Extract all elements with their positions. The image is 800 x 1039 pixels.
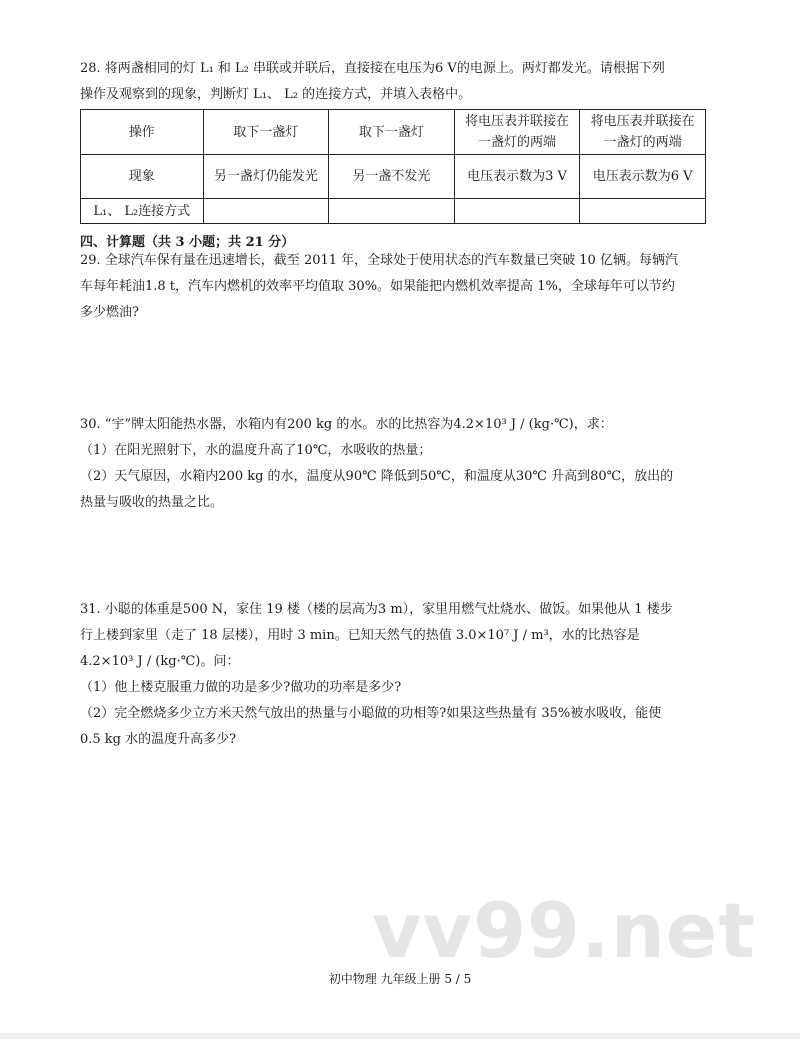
table-cell-op-2: 取下一盏灯 [329, 110, 455, 155]
table-row-operations [81, 110, 706, 155]
q31-line-1: 31. 小聪的体重是500 N，家住 19 楼（楼的层高为3 m），家里用燃气灶烧水、做饭。如果他从 1 楼步 [80, 602, 673, 617]
table-row-connection [81, 199, 706, 224]
q28-line-2: 操作及观察到的现象，判断灯 L₁、 L₂ 的连接方式，并填入表格中。 [80, 87, 472, 102]
q31-line-6: 0.5 kg 水的温度升高多少? [80, 732, 237, 747]
q31-line-2: 行上楼到家里（走了 18 层楼），用时 3 min。已知天然气的热值 3.0×10⁷ J / m³，水的比热容是 [80, 628, 640, 643]
question-29 [80, 248, 725, 326]
question-31 [80, 597, 725, 753]
q29-line-2: 车每年耗油1.8 t，汽车内燃机的效率平均值取 30%。如果能把内燃机效率提高 1%，全球每年可以节约 [80, 279, 675, 294]
table-header-phenomenon: 现象 [81, 155, 204, 199]
q29-line-1: 29. 全球汽车保有量在迅速增长，截至 2011 年，全球处于使用状态的汽车数量已突破 10 亿辆。每辆汽 [80, 253, 678, 268]
table-header-operation: 操作 [81, 110, 204, 155]
answer-cell-1[interactable] [203, 199, 329, 224]
q30-line-4: 热量与吸收的热量之比。 [80, 495, 224, 510]
question-30 [80, 412, 725, 516]
table-cell-op-4: 将电压表并联接在一盏灯的两端 [580, 110, 706, 155]
q29-line-3: 多少燃油? [80, 305, 139, 320]
answer-cell-3[interactable] [454, 199, 580, 224]
page-footer: 初中物理 九年级上册 5 / 5 [328, 972, 472, 986]
q28-line-1: 28. 将两盏相同的灯 L₁ 和 L₂ 串联或并联后，直接接在电压为6 V的电源上。两灯都发光。请根据下列 [80, 61, 665, 76]
q31-line-5: （2）完全燃烧多少立方米天然气放出的热量与小聪做的功相等?如果这些热量有 35%被水吸收，能使 [80, 706, 662, 721]
connection-table [80, 109, 706, 224]
table-cell-op-3: 将电压表并联接在一盏灯的两端 [454, 110, 580, 155]
table-cell-phen-2: 另一盏不发光 [329, 155, 455, 199]
table-cell-phen-1: 另一盏灯仍能发光 [203, 155, 329, 199]
question-28 [80, 56, 725, 108]
page-bottom-edge [0, 1033, 800, 1039]
q31-line-4: （1）他上楼克服重力做的功是多少?做功的功率是多少? [80, 680, 402, 695]
table-cell-phen-4: 电压表示数为6 V [580, 155, 706, 199]
q30-line-2: （1）在阳光照射下，水的温度升高了10℃，水吸收的热量； [80, 443, 432, 458]
table-cell-phen-3: 电压表示数为3 V [454, 155, 580, 199]
table-header-connection: L₁、 L₂连接方式 [81, 199, 204, 224]
q30-line-3: （2）天气原因，水箱内200 kg 的水，温度从90℃ 降低到50℃，和温度从30℃ 升高到80℃，放出的 [80, 469, 674, 484]
answer-cell-4[interactable] [580, 199, 706, 224]
table-cell-op-1: 取下一盏灯 [203, 110, 329, 155]
section-heading-calculation: 四、计算题（共 3 小题；共 21 分） [80, 235, 295, 250]
answer-cell-2[interactable] [329, 199, 455, 224]
table-row-phenomena [81, 155, 706, 199]
q31-line-3: 4.2×10³ J / (kg·℃)。问： [80, 654, 240, 669]
q30-line-1: 30. “宇”牌太阳能热水器，水箱内有200 kg 的水。水的比热容为4.2×10³ J / (kg·℃)，求： [80, 417, 613, 432]
watermark: vv99.net [372, 886, 756, 975]
